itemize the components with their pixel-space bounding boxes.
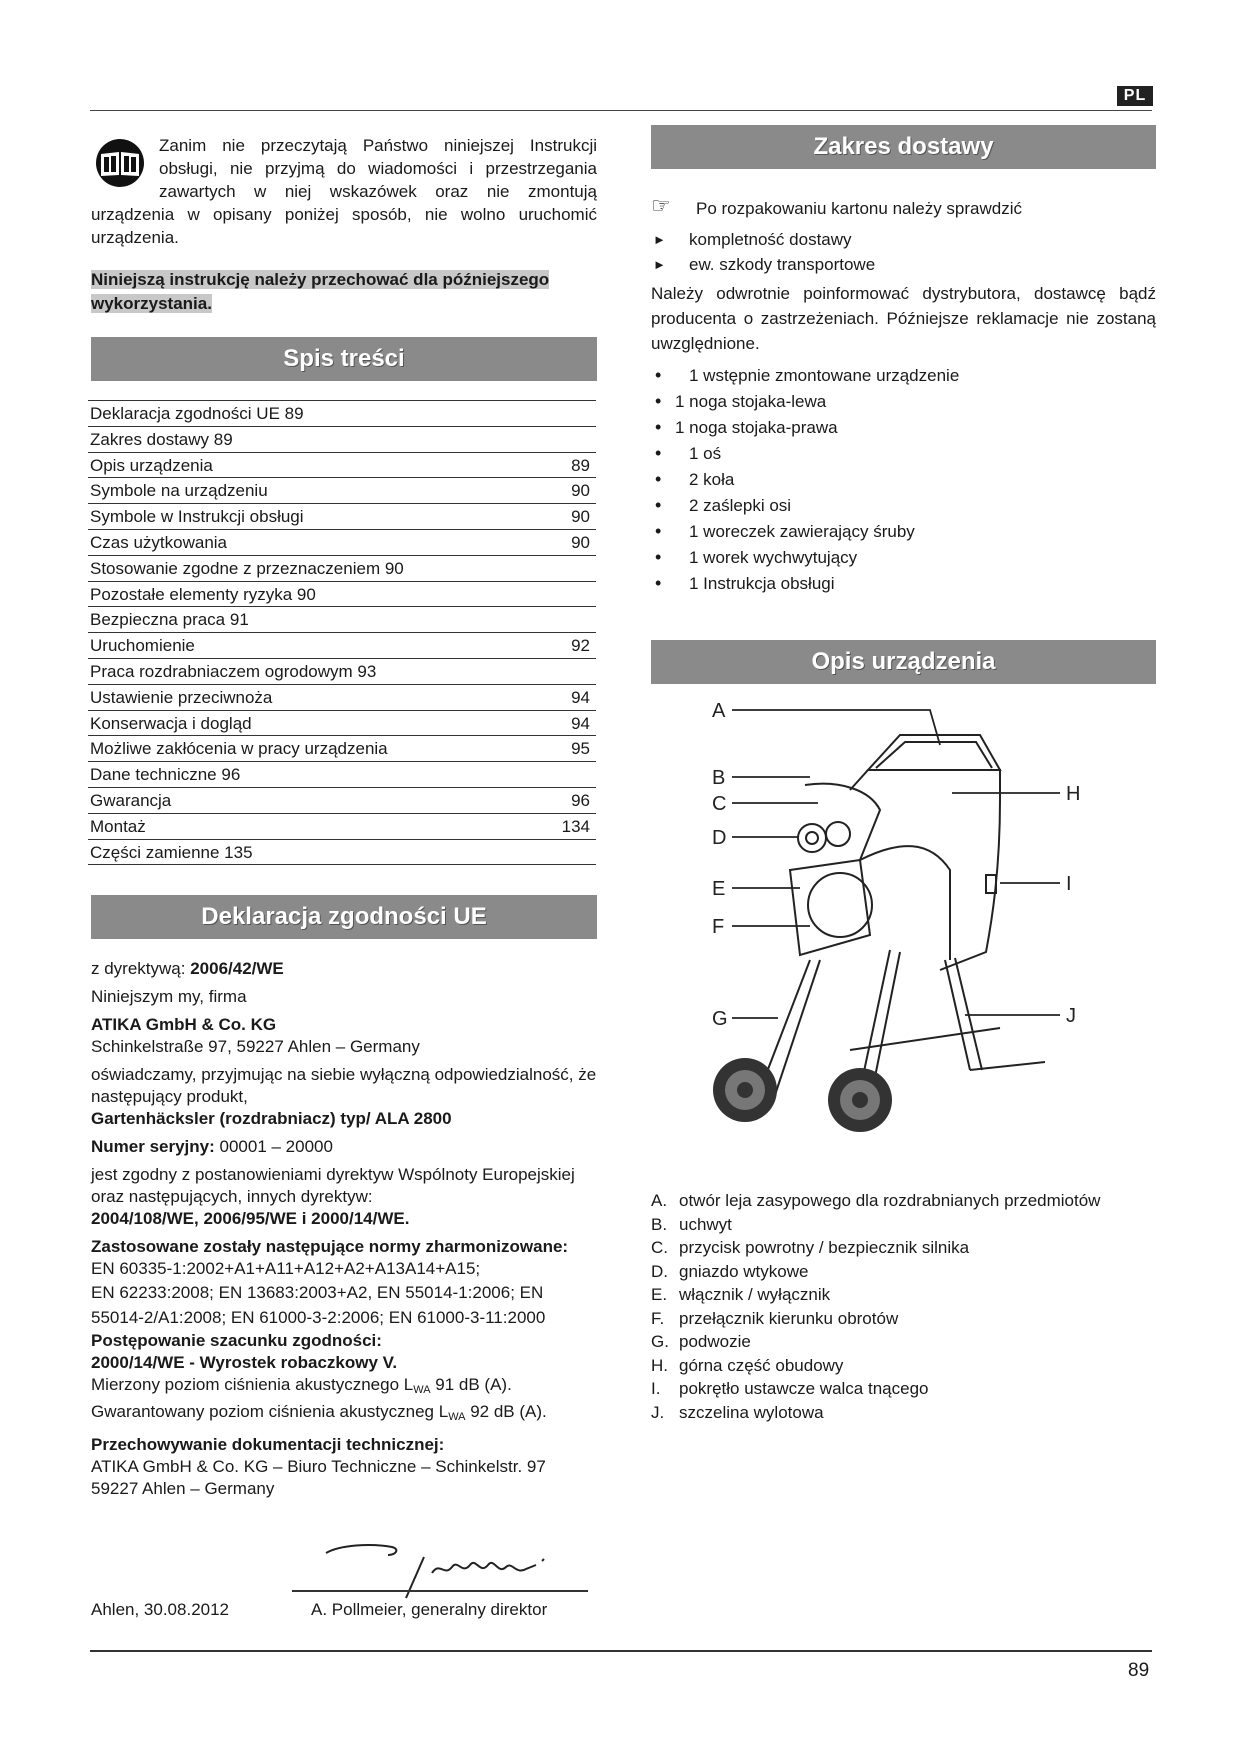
toc-row-page: 92 bbox=[571, 636, 590, 656]
toc-row-label: Deklaracja zgodności UE 89 bbox=[90, 404, 304, 423]
toc-row[interactable] bbox=[88, 478, 596, 504]
directive-prefix: z dyrektywą: bbox=[91, 959, 191, 978]
label-c: C bbox=[712, 793, 727, 815]
legend-text: uchwyt bbox=[679, 1214, 732, 1234]
legend-key: H. bbox=[651, 1355, 668, 1375]
serial-line bbox=[91, 1136, 597, 1158]
list-item: • 1 woreczek zawierający śruby bbox=[651, 519, 1156, 545]
guaranteed-prefix: Gwarantowany poziom ciśnienia akustyczneg L bbox=[91, 1402, 449, 1421]
toc-row-label: Ustawienie przeciwnoża bbox=[90, 687, 273, 707]
label-f: F bbox=[712, 916, 725, 938]
shredder-diagram bbox=[700, 690, 1100, 1170]
legend-text: otwór leja zasypowego dla rozdrabnianych przedmiotów bbox=[679, 1191, 1101, 1210]
toc-row[interactable] bbox=[88, 788, 596, 814]
delivery-items bbox=[651, 363, 1156, 597]
legend-item bbox=[651, 1354, 1156, 1378]
toc-row[interactable] bbox=[88, 736, 596, 762]
docs-line1: ATIKA GmbH & Co. KG – Biuro Techniczne – Schinkelstr. 97 bbox=[91, 1457, 546, 1476]
page-number: 89 bbox=[1128, 1660, 1150, 1681]
toc-row-label: Gwarancja bbox=[90, 790, 172, 810]
label-b: B bbox=[712, 767, 726, 789]
legend-text: włącznik / wyłącznik bbox=[679, 1285, 831, 1304]
language-badge: PL bbox=[1117, 86, 1153, 106]
guaranteed-level bbox=[91, 1401, 597, 1428]
keep-note bbox=[91, 268, 597, 316]
check-note bbox=[651, 193, 1156, 221]
legend-item bbox=[651, 1401, 1156, 1425]
check-item: ► ew. szkody transportowe bbox=[651, 252, 1156, 277]
norms-line2: EN 62233:2008; EN 13683:2003+A2, EN 55014-1:2006; EN 55014-2/A1:2008; EN 61000-3-2:2006; EN 61000-3-11:2000 bbox=[91, 1283, 546, 1327]
label-e: E bbox=[712, 878, 726, 900]
toc-row-label: Możliwe zakłócenia w pracy urządzenia bbox=[90, 739, 388, 759]
toc-row[interactable] bbox=[88, 556, 596, 582]
product-name: Gartenhäcksler (rozdrabniacz) typ/ ALA 2800 bbox=[91, 1109, 452, 1128]
toc-row-label: Symbole na urządzeniu bbox=[90, 481, 268, 501]
toc-row-label: Zakres dostawy 89 bbox=[90, 429, 233, 449]
description-title: Opis urządzenia bbox=[651, 640, 1156, 684]
signature-line bbox=[292, 1590, 588, 1592]
list-item: • 2 zaślepki osi bbox=[651, 493, 1156, 519]
we-company: Niniejszym my, firma bbox=[91, 987, 247, 1006]
serial-value: 00001 – 20000 bbox=[219, 1137, 333, 1156]
list-item: • 1 wstępnie zmontowane urządzenie bbox=[651, 363, 1156, 389]
toc-row-label: Symbole w Instrukcji obsługi bbox=[90, 507, 304, 527]
docs-line2: 59227 Ahlen – Germany bbox=[91, 1479, 275, 1498]
toc-row[interactable] bbox=[88, 530, 596, 556]
measured-prefix: Mierzony poziom ciśnienia akustycznego L bbox=[91, 1375, 414, 1394]
legend-text: górna część obudowy bbox=[679, 1355, 844, 1375]
toc-row[interactable] bbox=[88, 607, 596, 633]
toc-row-page: 95 bbox=[571, 739, 590, 759]
check-note-text: Po rozpakowaniu kartonu należy sprawdzić bbox=[696, 199, 1023, 218]
legend-item bbox=[651, 1283, 1156, 1307]
other-directives: 2004/108/WE, 2006/95/WE i 2000/14/WE. bbox=[91, 1209, 410, 1228]
conformity-text: jest zgodny z postanowieniami dyrektyw Wspólnoty Europejskiej oraz następujących, innych dyrektyw: bbox=[91, 1165, 575, 1206]
toc-row[interactable] bbox=[88, 762, 596, 788]
guaranteed-sub: WA bbox=[448, 1411, 466, 1423]
toc-row-page: 134 bbox=[561, 816, 590, 836]
measured-level bbox=[91, 1374, 597, 1401]
place-date: Ahlen, 30.08.2012 bbox=[91, 1600, 230, 1619]
toc-row[interactable] bbox=[88, 400, 596, 427]
declaration-body bbox=[91, 958, 597, 1500]
toc-row-page: 90 bbox=[571, 481, 590, 501]
legend-text: gniazdo wtykowe bbox=[679, 1261, 809, 1281]
toc-row-label: Części zamienne 135 bbox=[90, 842, 253, 862]
check-item: ► kompletność dostawy bbox=[651, 227, 1156, 252]
norms-line1: EN 60335-1:2002+A1+A11+A12+A2+A13A14+A15; bbox=[91, 1259, 481, 1278]
header-rule bbox=[90, 110, 1152, 111]
intro-text: Zanim nie przeczytają Państwo niniejszej Instrukcji obsługi, nie przyjmą do wiadomości i przestrzegania zawartych w niej wskazówek oraz nie zmontują urządzenia w opisany poniżej sposób, nie wolno uruchomić urządzenia. bbox=[91, 136, 597, 247]
pointing-hand-icon: ☞ bbox=[651, 193, 671, 218]
company-name: ATIKA GmbH & Co. KG bbox=[91, 1015, 277, 1034]
delivery-section bbox=[651, 193, 1156, 597]
legend-text: przycisk powrotny / bezpiecznik silnika bbox=[679, 1238, 970, 1257]
manual-book-icon bbox=[91, 138, 149, 188]
assessment-label: Postępowanie szacunku zgodności: bbox=[91, 1331, 382, 1350]
toc-row[interactable] bbox=[88, 685, 596, 711]
toc-row-page: 89 bbox=[571, 455, 590, 475]
label-a: A bbox=[712, 700, 726, 722]
keep-note-text: Niniejszą instrukcję należy przechować dla późniejszego wykorzystania. bbox=[91, 270, 550, 313]
toc-row-page: 96 bbox=[571, 790, 590, 810]
legend-item bbox=[651, 1330, 1156, 1354]
label-d: D bbox=[712, 827, 727, 849]
signature-image bbox=[320, 1525, 590, 1600]
toc-row-label: Dane techniczne 96 bbox=[90, 765, 241, 785]
label-g: G bbox=[712, 1008, 728, 1030]
toc-row-label: Uruchomienie bbox=[90, 636, 195, 656]
toc-row[interactable] bbox=[88, 840, 596, 866]
legend-key: E. bbox=[651, 1285, 668, 1304]
directive-value: 2006/42/WE bbox=[190, 959, 284, 978]
legend-item bbox=[651, 1236, 1156, 1260]
legend-text: szczelina wylotowa bbox=[679, 1402, 824, 1422]
toc-row[interactable] bbox=[88, 453, 596, 479]
toc-row-page: 90 bbox=[571, 532, 590, 552]
measured-sub: WA bbox=[413, 1384, 431, 1396]
toc-row-label: Czas użytkowania bbox=[90, 532, 228, 552]
toc-row[interactable] bbox=[88, 711, 596, 737]
list-item: • 1 oś bbox=[651, 441, 1156, 467]
toc-row-page: 94 bbox=[571, 713, 590, 733]
toc-row[interactable] bbox=[88, 427, 596, 453]
list-item: • 1 Instrukcja obsługi bbox=[651, 571, 1156, 597]
legend-key: A. bbox=[651, 1191, 668, 1210]
guaranteed-value: 92 dB (A). bbox=[465, 1402, 547, 1421]
legend-text: podwozie bbox=[679, 1332, 751, 1351]
list-item: • 1 worek wychwytujący bbox=[651, 545, 1156, 571]
list-item: • 1 noga stojaka-prawa bbox=[651, 415, 1156, 441]
norms-label: Zastosowane zostały następujące normy zharmonizowane: bbox=[91, 1237, 569, 1256]
toc-title: Spis treści bbox=[91, 337, 597, 381]
legend-key: F. bbox=[651, 1308, 665, 1328]
notify-text: Należy odwrotnie poinformować dystrybutora, dostawcę bądź producenta o zastrzeżeniach. Późniejsze reklamacje nie zostaną uwzględnione. bbox=[651, 284, 1156, 353]
legend-item bbox=[651, 1377, 1156, 1401]
legend-key: J. bbox=[651, 1402, 665, 1422]
legend-item bbox=[651, 1260, 1156, 1284]
toc-row-label: Montaż bbox=[90, 816, 146, 836]
legend-list bbox=[651, 1189, 1156, 1424]
legend-item bbox=[651, 1213, 1156, 1237]
serial-label: Numer seryjny: bbox=[91, 1137, 220, 1156]
delivery-title: Zakres dostawy bbox=[651, 125, 1156, 169]
legend-key: D. bbox=[651, 1261, 668, 1281]
footer-rule bbox=[90, 1650, 1152, 1652]
label-j: J bbox=[1066, 1005, 1076, 1027]
directive-line bbox=[91, 958, 597, 980]
legend-key: C. bbox=[651, 1238, 668, 1257]
toc-row-label: Opis urządzenia bbox=[90, 455, 213, 475]
legend-key: I. bbox=[651, 1379, 661, 1398]
toc-row-label: Bezpieczna praca 91 bbox=[90, 610, 249, 630]
intro-section bbox=[91, 134, 597, 249]
toc-row-page: 90 bbox=[571, 507, 590, 527]
toc-row[interactable] bbox=[88, 814, 596, 840]
list-item: • 2 koła bbox=[651, 467, 1156, 493]
toc-row[interactable] bbox=[88, 504, 596, 530]
legend-key: G. bbox=[651, 1332, 669, 1351]
legend-text: pokrętło ustawcze walca tnącego bbox=[679, 1379, 929, 1398]
list-item: • 1 noga stojaka-lewa bbox=[651, 389, 1156, 415]
toc-row-label: Konserwacja i dogląd bbox=[90, 713, 252, 733]
toc-row-label: Pozostałe elementy ryzyka 90 bbox=[90, 584, 316, 604]
assessment-value: 2000/14/WE - Wyrostek robaczkowy V. bbox=[91, 1353, 398, 1372]
toc-row[interactable] bbox=[88, 659, 596, 685]
label-i: I bbox=[1066, 873, 1072, 895]
declaration-title: Deklaracja zgodności UE bbox=[91, 895, 597, 939]
toc-row[interactable] bbox=[88, 633, 596, 659]
docs-label: Przechowywanie dokumentacji technicznej: bbox=[91, 1435, 445, 1454]
signatory: A. Pollmeier, generalny direktor bbox=[311, 1600, 548, 1619]
toc-list bbox=[88, 400, 596, 865]
legend-text: przełącznik kierunku obrotów bbox=[679, 1308, 899, 1328]
legend-item bbox=[651, 1189, 1156, 1213]
toc-row-label: Praca rozdrabniaczem ogrodowym 93 bbox=[90, 661, 377, 681]
legend-item bbox=[651, 1307, 1156, 1331]
declaration-statement: oświadczamy, przyjmując na siebie wyłączną odpowiedzialność, że następujący produkt, bbox=[91, 1065, 597, 1106]
toc-row[interactable] bbox=[88, 582, 596, 608]
label-h: H bbox=[1066, 783, 1081, 805]
measured-value: 91 dB (A). bbox=[430, 1375, 512, 1394]
legend-key: B. bbox=[651, 1214, 668, 1234]
toc-row-page: 94 bbox=[571, 687, 590, 707]
toc-row-label: Stosowanie zgodne z przeznaczeniem 90 bbox=[90, 558, 404, 578]
company-address: Schinkelstraße 97, 59227 Ahlen – Germany bbox=[91, 1037, 420, 1056]
